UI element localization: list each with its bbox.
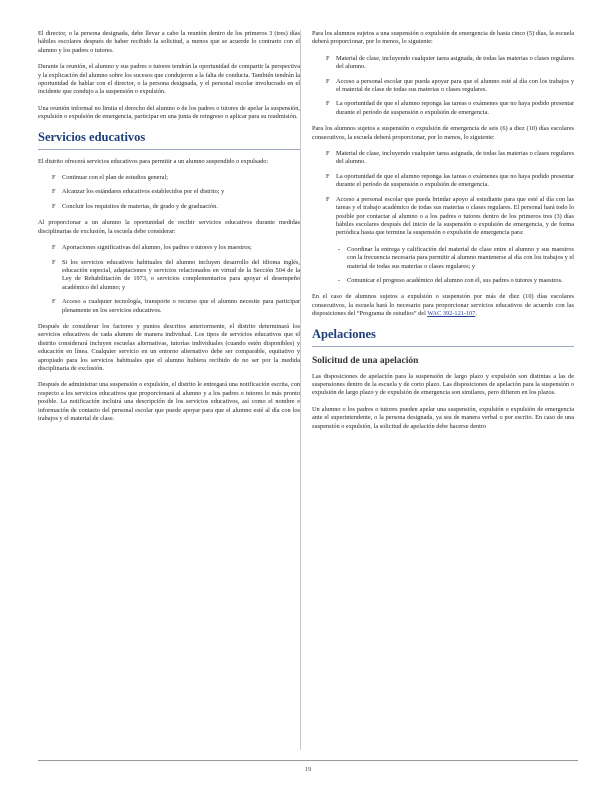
list-item: - Comunicar el progreso académico del alumno con él, sus padres o tutores y maestros. (338, 276, 563, 284)
paragraph: Al proporcionar a un alumno la oportunidad de recibir servicios educativos durante medidas disciplinarias de exclusión, la escuela debe considerar: (38, 219, 300, 235)
section-heading-appeals: Apelaciones (312, 326, 376, 341)
bullet-list (38, 174, 300, 211)
list-item: F Acceso a personal escolar que pueda apoyar para que el alumno esté al día con los trabajos y el material de clase de todas sus materias o clases regulares. (326, 77, 574, 94)
bullet-icon: F (52, 258, 56, 266)
list-item: F Si los servicios educativos habituales del alumno incluyen desarrollo del idioma inglés, educación especial, adaptaciones y servicios relacionados en virtud de la Sección 504 de la Ley de Rehabilitación de 1973, o servicios complementarios para apoyar el desempeño académico del alumno; y (52, 258, 300, 291)
list-item: F Alcanzar los estándares educativos establecidos por el distrito; y (52, 188, 225, 196)
footer-divider (38, 760, 578, 761)
wac-link[interactable]: WAC 392-121-107 (427, 310, 476, 318)
paragraph: Un alumno o los padres o tutores pueden apelar una suspensión, expulsión o expulsión de emergencia ante el superintendente, o la persona designada, ya sea de manera verbal o por escrito. En caso de una suspensión o expulsión, la solicitud de apelación debe hacerse dentro (312, 405, 574, 430)
heading-divider (38, 149, 300, 150)
list-item: F Continuar con el plan de estudios general; (52, 174, 168, 182)
paragraph: Una reunión informal no limita el derecho del alumno o de los padres o tutores de apelar la suspensión, expulsión o expulsión de emergencia, participar en una junta de reingreso o aplicar para su readmisión. (38, 104, 300, 121)
bullet-icon: F (52, 174, 56, 182)
bullet-icon: F (326, 100, 330, 108)
list-item: F Material de clase, incluyendo cualquier tarea asignada, de todas las materias o clases regulares del alumno. (326, 150, 574, 166)
list-item: F La oportunidad de que el alumno reponga las tareas o exámenes que no haya podido presentar durante el período de suspensión o expulsión de emergencia. (326, 100, 574, 116)
bullet-list (38, 244, 300, 315)
bullet-icon: F (52, 188, 56, 196)
list-item: F La oportunidad de que el alumno reponga las tareas o exámenes que no haya podido presentar durante el período de suspensión o expulsión de emergencia. (326, 172, 574, 189)
paragraph: Para los alumnos sujetos a suspensión o expulsión de emergencia de seis (6) a diez (10) días escolares consecutivos, la escuela deberá proporcionar, por lo menos, lo siguiente: (312, 125, 574, 141)
paragraph: En el caso de alumnos sujetos a expulsión o suspensión por más de diez (10) días escolares consecutivos, la escuela hará lo necesario para proporcionar servicios educativos de acuerdo con las disposiciones del “Programa de estudios” del WAC 392-121-107. (312, 293, 574, 318)
paragraph: Durante la reunión, el alumno y sus padres o tutores tendrán la oportunidad de compartir la perspectiva y la explicación del alumno sobre los sucesos que condujeron a la falta de conducta. También tendrán la oportunidad de hablar con el director, o la persona designada, y el personal escolar involucrado en el incidente que condujo a la suspensión o expulsión. (38, 63, 300, 96)
paragraph: El director, o la persona designada, debe llevar a cabo la reunión dentro de los primeros 3 (tres) días hábiles escolares después de haber recibido la solicitud, a menos que se acuerde lo contrario con el alumno y los padres o tutores. (38, 30, 300, 54)
list-item: F Acceso a personal escolar que pueda brindar apoyo al estudiante para que esté al día con las tareas y el trabajo académico de todas sus materias o clases regulares. El personal hará todo lo posible por contactar al alumno o a los padres o tutores dentro de los primeros tres (3) días hábiles escolares después del inicio de la suspensión o expulsión de emergencia, y de forma periódica hasta que termine la suspensión o expulsión de emergencia para: (326, 195, 574, 237)
bullet-icon: F (326, 77, 330, 85)
right-column (312, 30, 574, 439)
dash-bullet-icon: - (338, 245, 341, 253)
bullet-list (312, 150, 574, 238)
paragraph: Después de considerar los factores y puntos descritos anteriormente, el distrito determinará los servicios educativos de cada alumno de manera individual. Los tipos de servicios educativos que el distrito considerará incluyen escuelas alternativas, tutorías individuales (cuando estén disponibles) y educación en línea. Cualquier servicio en un entorno alternativo debe ser comparable, equitativo y apropiado para los servicios habituales que el alumno hubiera recibido de no ser por la medida disciplinaria de exclusión. (38, 322, 300, 372)
bullet-icon: F (52, 244, 56, 252)
list-item: F Aportaciones significativas del alumno, los padres o tutores y los maestros; (52, 244, 252, 252)
bullet-icon: F (52, 202, 56, 210)
paragraph: Las disposiciones de apelación para la suspensión de largo plazo y expulsión son distintas a las de suspensiones dentro de la escuela y de corto plazo. Las disposiciones de apelación para la suspensión o expulsión de largo plazo y de expulsión de emergencia son similares, pero difieren en los plazos. (312, 372, 574, 397)
bullet-icon: F (52, 298, 56, 306)
dash-bullet-icon: - (338, 276, 341, 284)
sub-bullet-list (312, 246, 574, 286)
paragraph: Después de administrar una suspensión o expulsión, el distrito le entregará una notificación escrita, con respecto a los servicios educativos que proporcionará al alumno y a los padres o tutores lo más pronto posible. La notificación incluirá una descripción de los servicios educativos, así como el nombre e información de contacto del personal escolar que puede apoyar para que el alumno esté al día con los trabajos y el material de clase. (38, 381, 300, 422)
heading-divider (312, 346, 574, 347)
paragraph: El distrito ofrecerá servicios educativos para permitir a un alumno suspendido o expulsado: (38, 157, 269, 165)
subheading-request: Solicitud de una apelación (312, 355, 419, 366)
list-item: F Material de clase, incluyendo cualquier tarea asignada, de todas las materias o clases regulares del alumno. (326, 54, 574, 71)
bullet-list (312, 55, 574, 117)
paragraph: Para los alumnos sujetos a una suspensión o expulsión de emergencia de hasta cinco (5) días, la escuela deberá proporcionar, por lo menos, lo siguiente: (312, 30, 574, 46)
bullet-icon: F (326, 195, 330, 203)
bullet-icon: F (326, 54, 330, 62)
section-heading-services: Servicios educativos (38, 129, 146, 144)
left-column (38, 30, 300, 431)
page-number: 19 (304, 766, 312, 773)
list-item: - Coordinar la entrega y calificación del material de clase entre el alumno y sus maestros con la frecuencia necesaria para permitir al alumno mantenerse al día con los trabajos y el material de todas sus materias o clases regulares; y (338, 245, 574, 270)
bullet-icon: F (326, 150, 330, 158)
column-divider (300, 30, 301, 750)
bullet-icon: F (326, 172, 330, 180)
list-item: F Concluir los requisitos de materias, de grado y de graduación. (52, 202, 218, 210)
list-item: F Acceso a cualquier tecnología, transporte o recurso que el alumno necesite para participar plenamente en los servicios educativos. (52, 298, 300, 314)
